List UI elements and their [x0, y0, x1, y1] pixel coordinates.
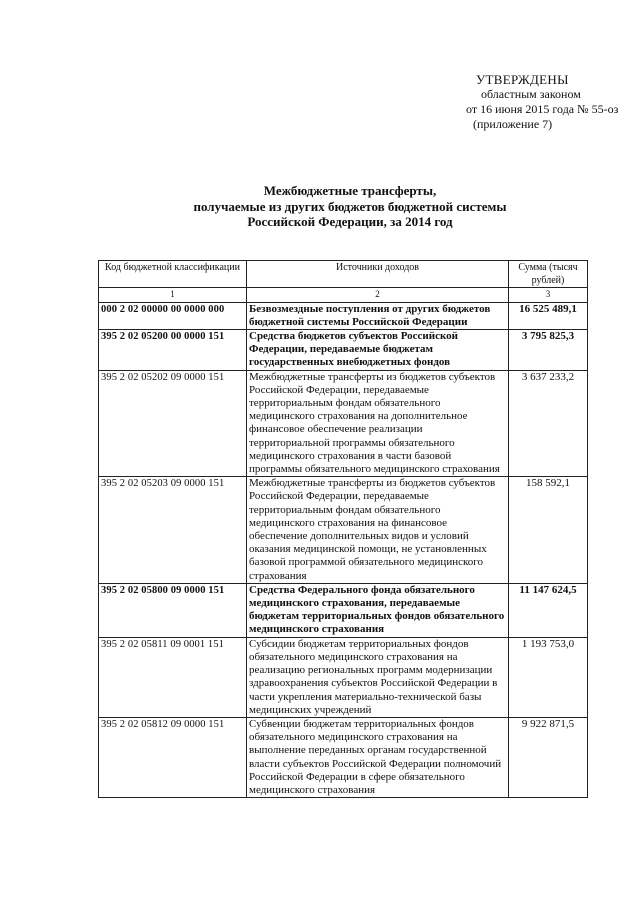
row-code: 395 2 02 05200 00 0000 151 [99, 330, 247, 371]
transfers-table [98, 260, 588, 798]
row-code: 395 2 02 05202 09 0000 151 [99, 370, 247, 477]
column-number-row [99, 288, 588, 302]
row-amount: 3 795 825,3 [509, 330, 588, 371]
row-code: 395 2 02 05800 09 0000 151 [99, 583, 247, 637]
row-code: 395 2 02 05811 09 0001 151 [99, 637, 247, 717]
approval-law-type: областным законом [481, 87, 581, 101]
table-row [99, 477, 588, 584]
row-source-name: Средства бюджетов субъектов Российской Федерации, передаваемые бюджетам государственных внебюджетных фондов [247, 330, 509, 371]
row-source-name: Субсидии бюджетам территориальных фондов обязательного медицинского страхования на реализацию региональных программ модернизации здравоохранения субъектов Российской Федерации в части укрепления материально-технической базы медицинских учреждений [247, 637, 509, 717]
table-body [99, 302, 588, 798]
column-number-1: 1 [99, 288, 247, 302]
row-code: 395 2 02 05203 09 0000 151 [99, 477, 247, 584]
row-source-name: Межбюджетные трансферты из бюджетов субъектов Российской Федерации, передаваемые территориальным фондам обязательного медицинского страхования на дополнительное финансовое обеспечение реализации территориальной программы обязательного медицинского страхования в части базовой программы обязательного медицинского страхования [247, 370, 509, 477]
row-amount: 16 525 489,1 [509, 302, 588, 329]
row-source-name: Средства Федерального фонда обязательного медицинского страхования, передаваемые бюджетам территориальных фондов обязательного медицинского страхования [247, 583, 509, 637]
row-code: 395 2 02 05812 09 0000 151 [99, 717, 247, 797]
column-number-2: 2 [247, 288, 509, 302]
table-row [99, 330, 588, 371]
header-amount: Сумма (тысяч рублей) [509, 261, 588, 288]
row-amount: 1 193 753,0 [509, 637, 588, 717]
header-code: Код бюджетной классификации [99, 261, 247, 288]
row-source-name: Межбюджетные трансферты из бюджетов субъектов Российской Федерации, передаваемые территориальным фондам обязательного медицинского страхования на финансовое обеспечение дополнительных видов и условий оказания медицинской помощи, не установленных базовой программой обязательного медицинского страхования [247, 477, 509, 584]
table-row [99, 370, 588, 477]
table-row [99, 583, 588, 637]
table-row [99, 717, 588, 797]
table-row [99, 302, 588, 329]
row-amount: 9 922 871,5 [509, 717, 588, 797]
approval-appendix: (приложение 7) [473, 117, 553, 131]
document-title [140, 183, 560, 230]
table-header-row [99, 261, 588, 288]
approval-stamp [466, 72, 618, 132]
row-amount: 3 637 233,2 [509, 370, 588, 477]
document-title-line-3: Российской Федерации, за 2014 год [247, 214, 453, 229]
table-row [99, 637, 588, 717]
header-source: Источники доходов [247, 261, 509, 288]
column-number-3: 3 [509, 288, 588, 302]
document-title-line-1: Межбюджетные трансферты, [263, 183, 437, 198]
row-code: 000 2 02 00000 00 0000 000 [99, 302, 247, 329]
approval-law-date: от 16 июня 2015 года № 55-оз [466, 102, 619, 116]
row-amount: 11 147 624,5 [509, 583, 588, 637]
document-title-line-2: получаемые из других бюджетов бюджетной системы [193, 198, 507, 214]
row-source-name: Безвозмездные поступления от других бюджетов бюджетной системы Российской Федерации [247, 302, 509, 329]
row-source-name: Субвенции бюджетам территориальных фондов обязательного медицинского страхования на выполнение переданных органам государственной власти субъектов Российской Федерации полномочий Российской Федерации в сфере обязательного медицинского страхования [247, 717, 509, 797]
row-amount: 158 592,1 [509, 477, 588, 584]
approval-title: УТВЕРЖДЕНЫ [476, 72, 569, 87]
